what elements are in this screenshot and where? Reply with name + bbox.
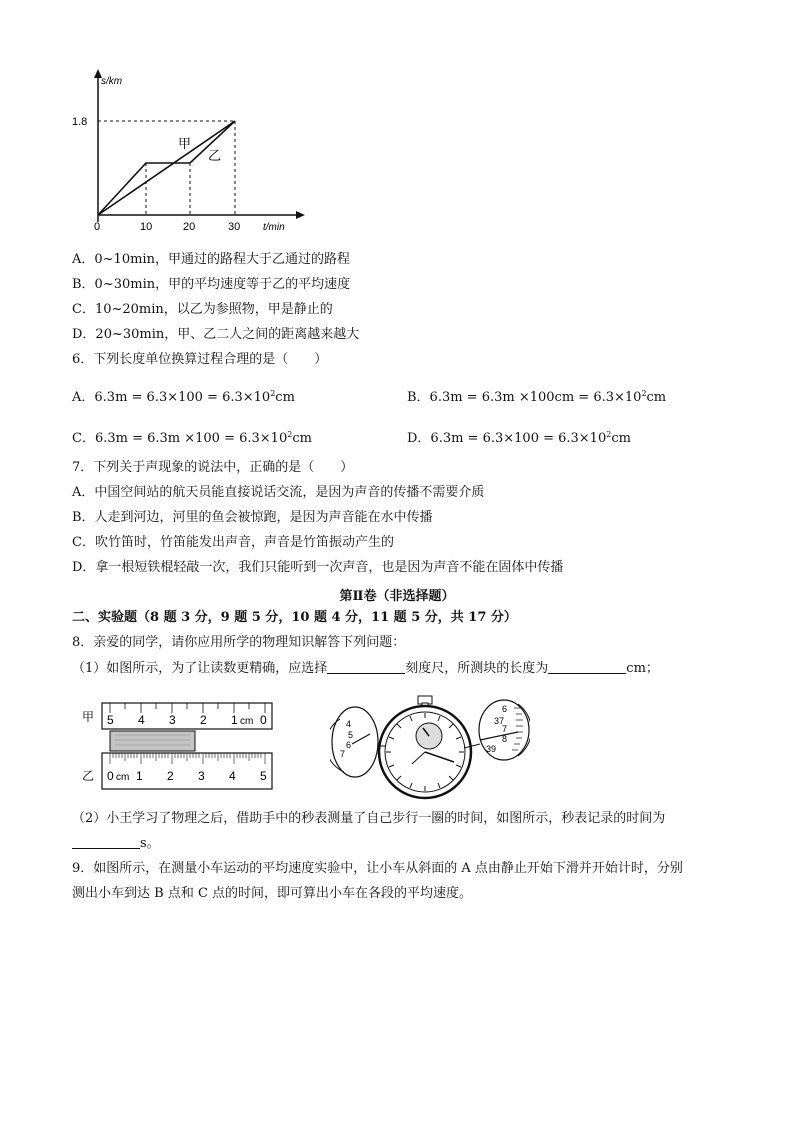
q5-option-a: A．0~10min，甲通过的路程大于乙通过的路程 [72, 252, 350, 267]
q6-d-exponent: 2 [606, 430, 612, 439]
left-dial-6: 6 [346, 740, 352, 750]
y-axis-label: s/km [101, 76, 123, 87]
q8-part2-line2 [72, 836, 160, 852]
left-dial-5: 5 [348, 730, 354, 740]
ruler-jia-num-2: 2 [200, 713, 207, 727]
q6-stem: 6．下列长度单位换算过程合理的是（ ） [72, 352, 328, 367]
x-axis-label: t/min [263, 222, 285, 233]
left-dial-4: 4 [346, 719, 352, 729]
q8-part1-text-a: （1）如图所示，为了让读数更精确，应选择 [72, 661, 328, 676]
measured-block [110, 731, 195, 751]
left-dial-7: 7 [340, 749, 346, 759]
right-dial-6: 6 [502, 704, 508, 714]
q6-b-exponent: 2 [641, 389, 647, 398]
right-dial-7: 7 [502, 724, 508, 734]
q6-c-exponent: 2 [287, 430, 293, 439]
x-tick-20: 20 [183, 221, 196, 233]
q6-b-unit: cm [646, 390, 667, 405]
q6-d-text: D．6.3m = 6.3×100 = 6.3×10 [407, 431, 607, 446]
stopwatch-figure [330, 694, 530, 802]
q8-part1-text-c: cm； [626, 661, 659, 676]
ruler-yi-num-5: 5 [260, 769, 267, 783]
line-yi [98, 121, 235, 215]
section2-title: 第Ⅱ卷（非选择题） [339, 589, 455, 604]
q5-option-b: B．0~30min，甲的平均速度等于乙的平均速度 [72, 277, 351, 292]
right-dial-39: 39 [486, 744, 497, 754]
q6-option-d [407, 427, 631, 447]
q7-option-c: C．吹竹笛时，竹笛能发出声音，声音是竹笛振动产生的 [72, 535, 394, 550]
s-t-graph [70, 66, 310, 236]
series-label-jia: 甲 [178, 136, 192, 151]
right-dial-8: 8 [502, 734, 508, 744]
answer-blank-length[interactable] [548, 661, 626, 674]
ruler-jia-num-4: 4 [138, 713, 145, 727]
ruler-yi-num-1: 1 [136, 769, 143, 783]
ruler-yi-num-2: 2 [167, 769, 174, 783]
q6-b-text: B．6.3m = 6.3m ×100cm = 6.3×10 [407, 390, 642, 405]
q8-part1 [72, 661, 659, 677]
ruler-jia-num-1: 1 [231, 713, 238, 727]
x-tick-30: 30 [228, 221, 241, 233]
ruler-jia-num-0: 0 [260, 713, 267, 727]
section2-heading: 二、实验题（8 题 3 分，9 题 5 分，10 题 4 分，11 题 5 分，共 17 分） [72, 610, 517, 625]
y-tick-label: 1.8 [72, 116, 88, 128]
q9-line2: 测出小车到达 B 点和 C 点的时间，即可算出小车在各段的平均速度。 [72, 886, 473, 901]
q7-option-b: B．人走到河边，河里的鱼会被惊跑，是因为声音能在水中传播 [72, 510, 433, 525]
ruler-jia-label: 甲 [82, 710, 95, 724]
answer-blank-ruler[interactable] [327, 661, 405, 674]
q6-d-unit: cm [611, 431, 631, 446]
ruler-yi-zero: 0 [107, 769, 114, 783]
rulers-figure [80, 700, 280, 792]
q7-stem: 7．下列关于声现象的说法中，正确的是（ ） [72, 460, 354, 475]
q7-option-d: D．拿一根短铁棍轻敲一次，我们只能听到一次声音，也是因为声音不能在固体中传播 [72, 560, 564, 575]
answer-blank-time[interactable] [72, 836, 140, 849]
ruler-yi-num-4: 4 [229, 769, 236, 783]
q8-stem: 8．亲爱的同学，请你应用所学的物理知识解答下列问题： [72, 635, 406, 650]
right-dial-37: 37 [494, 716, 505, 726]
q6-option-b [407, 386, 666, 406]
ruler-yi-num-3: 3 [198, 769, 205, 783]
x-axis-arrow [296, 211, 305, 219]
ruler-yi-label: 乙 [82, 769, 95, 783]
q6-a-text: A．6.3m = 6.3×100 = 6.3×10 [72, 390, 271, 405]
q6-option-c [72, 427, 312, 447]
q8-part1-text-b: 刻度尺，所测块的长度为 [405, 661, 549, 676]
ruler-jia-num-5: 5 [107, 713, 114, 727]
x-tick-10: 10 [140, 221, 153, 233]
q8-part2-unit: s。 [140, 836, 160, 851]
q6-c-unit: cm [292, 431, 312, 446]
q9-line1: 9．如图所示，在测量小车运动的平均速度实验中，让小车从斜面的 A 点由静止开始下滑并开始计时，分别 [72, 861, 683, 876]
ruler-jia-unit: cm [240, 716, 254, 727]
q8-part2-line1: （2）小王学习了物理之后，借助手中的秒表测量了自己步行一圈的时间，如图所示，秒表记录的时间为 [72, 811, 666, 826]
series-label-yi: 乙 [208, 148, 222, 163]
ruler-yi-unit: cm [116, 772, 130, 783]
q6-a-unit: cm [275, 390, 295, 405]
q6-a-exponent: 2 [270, 389, 276, 398]
q5-option-c: C．10~20min，以乙为参照物，甲是静止的 [72, 302, 333, 317]
ruler-jia-num-3: 3 [169, 713, 176, 727]
q5-option-d: D．20~30min，甲、乙二人之间的距离越来越大 [72, 327, 360, 342]
q7-option-a: A．中国空间站的航天员能直接说话交流，是因为声音的传播不需要介质 [72, 485, 485, 500]
origin-label: 0 [94, 221, 101, 233]
q6-option-a [72, 386, 295, 406]
q6-c-text: C．6.3m = 6.3m ×100 = 6.3×10 [72, 431, 288, 446]
